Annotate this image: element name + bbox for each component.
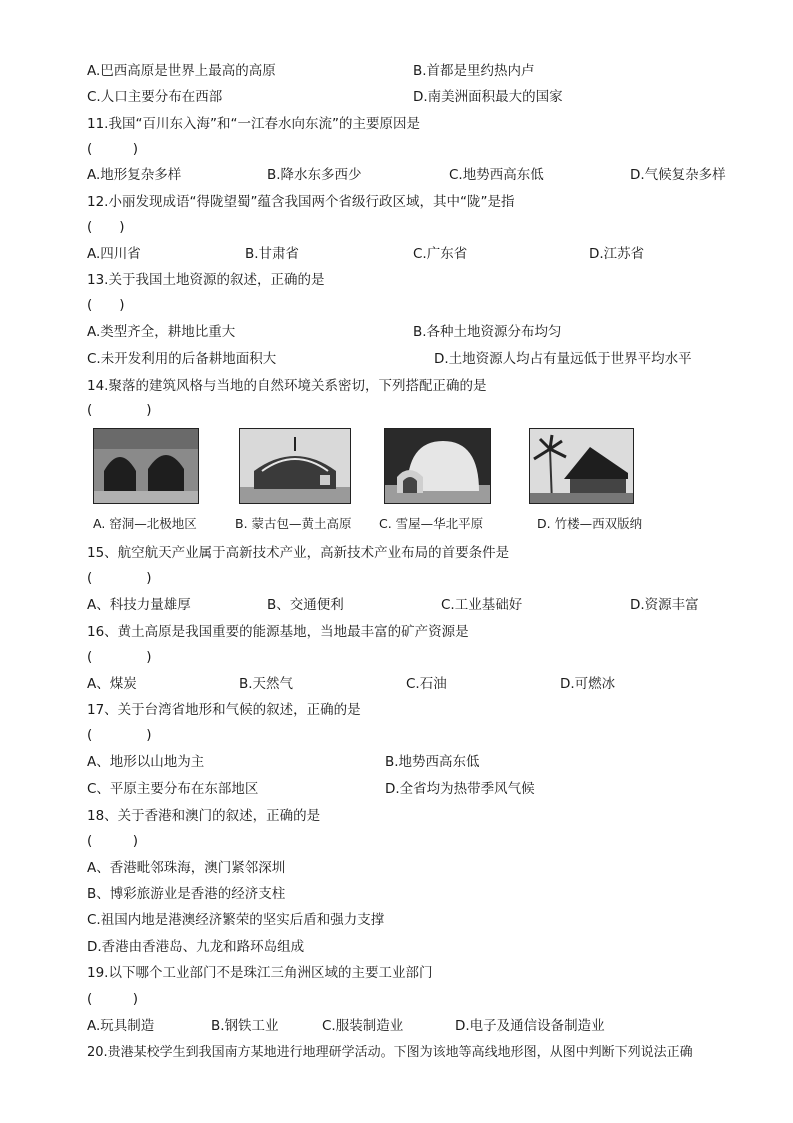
q17-answer-blank: ( ) [87,727,152,743]
q13-stem: 13.关于我国土地资源的叙述，正确的是 [87,272,325,288]
yurt-photo [239,428,351,504]
q16-option-b[interactable]: B.天然气 [239,676,294,692]
q18-option-c[interactable]: C.祖国内地是港澳经济繁荣的坚实后盾和强力支撑 [87,912,385,928]
q13-option-d[interactable]: D.土地资源人均占有量远低于世界平均水平 [434,351,692,367]
q13-answer-blank: ( ) [87,297,125,313]
q19-option-b[interactable]: B.钢铁工业 [211,1018,279,1034]
q17-option-d[interactable]: D.全省均为热带季风气候 [385,781,535,797]
q12-stem: 12.小丽发现成语“得陇望蜀”蕴含我国两个省级行政区域，其中“陇”是指 [87,194,515,210]
q11-option-d[interactable]: D.气候复杂多样 [630,167,726,183]
q19-option-d[interactable]: D.电子及通信设备制造业 [455,1018,605,1034]
q17-option-b[interactable]: B.地势西高东低 [385,754,480,770]
q14-caption-c[interactable]: C. 雪屋—华北平原 [379,516,484,531]
q11-answer-blank: ( ) [87,141,139,157]
q11-option-b[interactable]: B.降水东多西少 [267,167,362,183]
cave-dwelling-photo [93,428,199,504]
q10-option-b[interactable]: B.首都是里约热内卢 [413,63,535,79]
q11-option-a[interactable]: A.地形复杂多样 [87,167,182,183]
q13-option-b[interactable]: B.各种土地资源分布均匀 [413,324,562,340]
q19-stem: 19.以下哪个工业部门不是珠江三角洲区域的主要工业部门 [87,965,433,981]
q17-stem: 17、关于台湾省地形和气候的叙述，正确的是 [87,702,361,718]
q14-caption-b[interactable]: B. 蒙古包—黄土高原 [235,516,352,531]
q16-option-c[interactable]: C.石油 [406,676,447,692]
q10-option-d[interactable]: D.南美洲面积最大的国家 [413,89,563,105]
q18-option-d[interactable]: D.香港由香港岛、九龙和路环岛组成 [87,939,305,955]
q18-stem: 18、关于香港和澳门的叙述，正确的是 [87,808,321,824]
q20-stem: 20.贵港某校学生到我国南方某地进行地理研学活动。下图为该地等高线地形图，从图中判断下列说法正确 [87,1045,693,1060]
q12-option-d[interactable]: D.江苏省 [589,246,645,262]
q16-option-d[interactable]: D.可燃冰 [560,676,616,692]
q10-option-a[interactable]: A.巴西高原是世界上最高的高原 [87,63,276,79]
q15-option-a[interactable]: A、科技力量雄厚 [87,597,191,613]
q18-option-a[interactable]: A、香港毗邻珠海，澳门紧邻深圳 [87,860,286,876]
q14-answer-blank: ( ) [87,402,152,418]
q18-answer-blank: ( ) [87,833,139,849]
q12-option-a[interactable]: A.四川省 [87,246,141,262]
q10-option-c[interactable]: C.人口主要分布在西部 [87,89,223,105]
q14-stem: 14.聚落的建筑风格与当地的自然环境关系密切，下列搭配正确的是 [87,378,487,394]
q18-option-b[interactable]: B、博彩旅游业是香港的经济支柱 [87,886,286,902]
q17-option-a[interactable]: A、地形以山地为主 [87,754,205,770]
q12-answer-blank: ( ) [87,219,125,235]
q12-option-c[interactable]: C.广东省 [413,246,468,262]
q19-answer-blank: ( ) [87,991,139,1007]
q16-stem: 16、黄土高原是我国重要的能源基地，当地最丰富的矿产资源是 [87,624,469,640]
q14-caption-a[interactable]: A. 窑洞—北极地区 [93,516,197,531]
q14-caption-d[interactable]: D. 竹楼—西双版纳 [537,516,643,531]
q12-option-b[interactable]: B.甘肃省 [245,246,300,262]
igloo-photo [384,428,491,504]
q13-option-a[interactable]: A.类型齐全，耕地比重大 [87,324,236,340]
q11-stem: 11.我国“百川东入海”和“一江春水向东流”的主要原因是 [87,116,420,132]
q19-option-a[interactable]: A.玩具制造 [87,1018,155,1034]
q15-stem: 15、航空航天产业属于高新技术产业，高新技术产业布局的首要条件是 [87,545,510,561]
q11-option-c[interactable]: C.地势西高东低 [449,167,544,183]
bamboo-house-photo [529,428,634,504]
q17-option-c[interactable]: C、平原主要分布在东部地区 [87,781,259,797]
q16-answer-blank: ( ) [87,649,152,665]
q15-option-b[interactable]: B、交通便利 [267,597,344,613]
q19-option-c[interactable]: C.服装制造业 [322,1018,404,1034]
q16-option-a[interactable]: A、煤炭 [87,676,137,692]
q15-option-d[interactable]: D.资源丰富 [630,597,699,613]
q13-option-c[interactable]: C.未开发利用的后备耕地面积大 [87,351,277,367]
q15-option-c[interactable]: C.工业基础好 [441,597,523,613]
q15-answer-blank: ( ) [87,570,152,586]
